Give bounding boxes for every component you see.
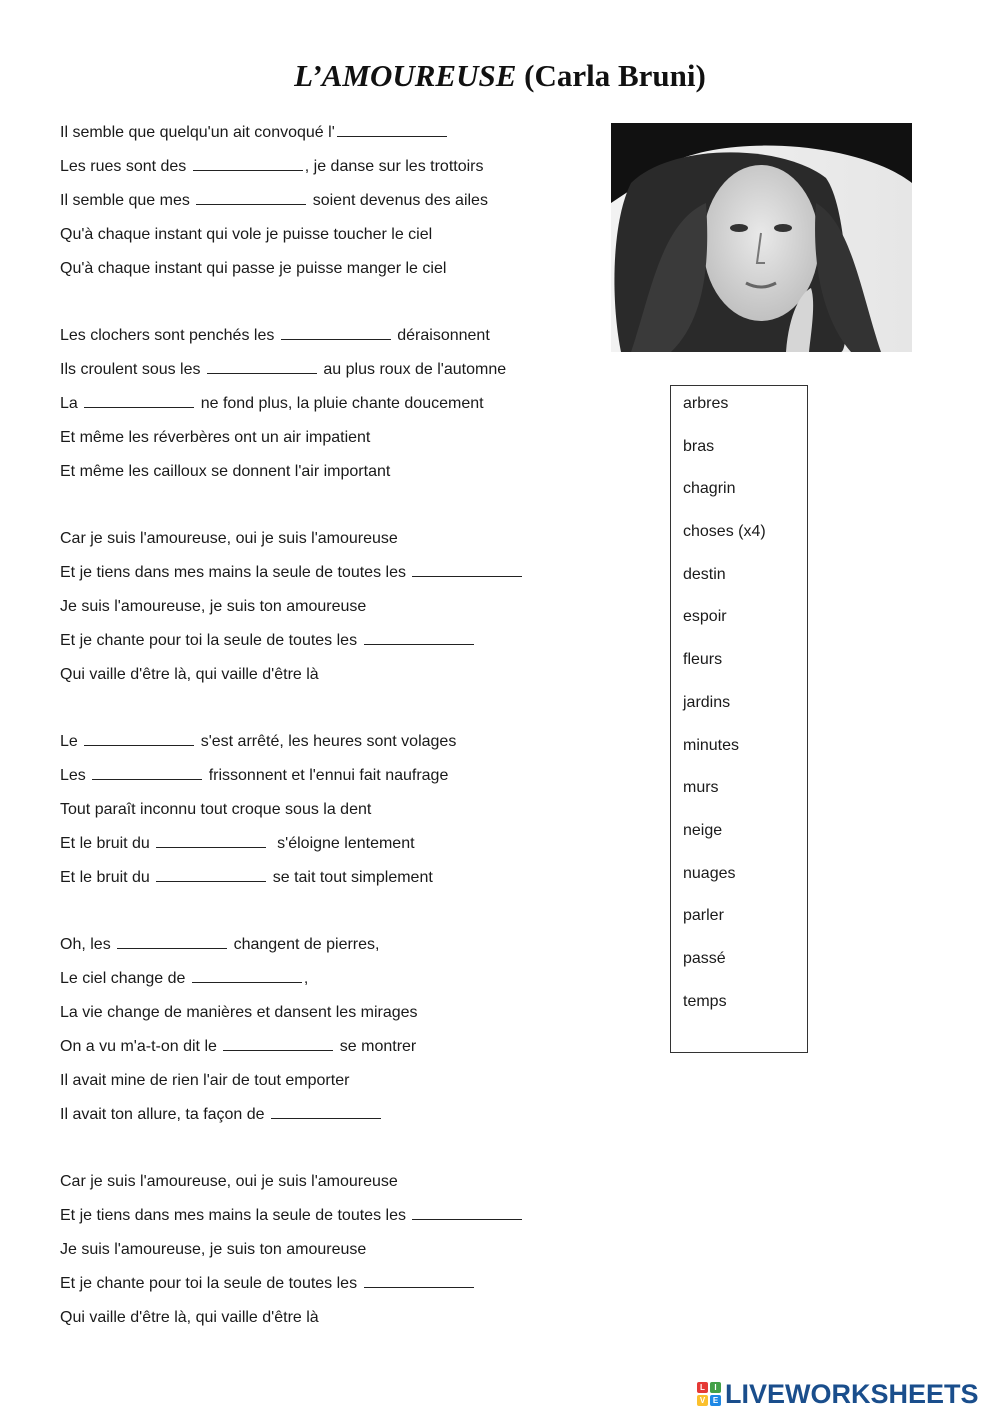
word-bank-item: nuages: [683, 864, 736, 882]
lyric-line: [60, 459, 590, 493]
stanza-gap: [60, 899, 590, 932]
lyric-line: [60, 1068, 590, 1102]
blank-answer-field[interactable]: [364, 629, 474, 645]
word-bank: [670, 385, 808, 1053]
lyric-text: ,: [303, 970, 309, 987]
lyric-text: Qui vaille d'être là, qui vaille d'être là: [60, 666, 319, 683]
song-title: L’AMOUREUSE: [294, 58, 517, 93]
lyric-text: Qu'à chaque instant qui passe je puisse manger le ciel: [60, 260, 447, 277]
word-bank-item: minutes: [683, 736, 740, 754]
logo-icon: [697, 1382, 721, 1406]
lyric-line: [60, 1102, 590, 1136]
blank-answer-field[interactable]: [156, 832, 266, 848]
logo-tile-i: I: [710, 1382, 721, 1393]
word-bank-list: [683, 394, 807, 1034]
blank-answer-field[interactable]: [364, 1272, 474, 1288]
lyric-text: Les clochers sont penchés les: [60, 327, 279, 344]
lyric-text: Qui vaille d'être là, qui vaille d'être là: [60, 1309, 319, 1326]
lyric-line: [60, 797, 590, 831]
lyric-text: Et le bruit du: [60, 869, 155, 886]
word-bank-item: chagrin: [683, 480, 736, 498]
blank-answer-field[interactable]: [412, 561, 522, 577]
blank-answer-field[interactable]: [281, 324, 391, 340]
word-bank-item: fleurs: [683, 651, 723, 669]
word-bank-item: jardins: [683, 693, 731, 711]
word-bank-item: passé: [683, 949, 726, 967]
lyric-line: [60, 120, 590, 154]
lyric-line: [60, 662, 590, 696]
lyric-text: s'éloigne lentement: [268, 835, 415, 852]
logo-tile-e: E: [710, 1395, 721, 1406]
word-bank-item: choses (x4): [683, 523, 766, 541]
lyric-text: Ils croulent sous les: [60, 361, 205, 378]
blank-answer-field[interactable]: [92, 764, 202, 780]
lyric-text: Et je chante pour toi la seule de toutes les: [60, 632, 362, 649]
lyric-line: [60, 560, 590, 594]
lyric-text: La: [60, 395, 83, 412]
lyric-text: Les rues sont des: [60, 158, 191, 175]
blank-answer-field[interactable]: [196, 189, 306, 205]
lyric-text: déraisonnent: [392, 327, 490, 344]
lyric-text: Il semble que quelqu'un ait convoqué l': [60, 124, 335, 141]
lyric-line: [60, 526, 590, 560]
lyric-text: Je suis l'amoureuse, je suis ton amoureuse: [60, 1241, 367, 1258]
blank-answer-field[interactable]: [207, 358, 317, 374]
word-bank-item: parler: [683, 907, 724, 925]
lyric-line: [60, 1203, 590, 1237]
lyric-line: [60, 1305, 590, 1339]
lyric-line: [60, 357, 590, 391]
lyric-text: Et je chante pour toi la seule de toutes les: [60, 1275, 362, 1292]
word-bank-item: murs: [683, 779, 719, 797]
lyric-text: Oh, les: [60, 936, 116, 953]
blank-answer-field[interactable]: [117, 933, 227, 949]
lyric-text: se montrer: [335, 1038, 417, 1055]
lyric-text: Le: [60, 733, 83, 750]
lyric-text: Il semble que mes: [60, 192, 195, 209]
lyric-text: frissonnent et l'ennui fait naufrage: [204, 767, 449, 784]
blank-answer-field[interactable]: [192, 967, 302, 983]
lyric-line: [60, 425, 590, 459]
word-bank-item: espoir: [683, 608, 727, 626]
lyric-line: [60, 763, 590, 797]
singer-portrait-photo: [611, 123, 912, 352]
lyric-text: Les: [60, 767, 91, 784]
lyric-line: [60, 1034, 590, 1068]
word-bank-item: temps: [683, 992, 727, 1010]
lyric-text: s'est arrêté, les heures sont volages: [196, 733, 457, 750]
lyric-text: Et je tiens dans mes mains la seule de toutes les: [60, 1207, 411, 1224]
logo-tile-l: L: [697, 1382, 708, 1393]
lyric-line: [60, 831, 590, 865]
blank-answer-field[interactable]: [84, 730, 194, 746]
lyric-line: [60, 966, 590, 1000]
lyric-line: [60, 729, 590, 763]
lyric-text: Qu'à chaque instant qui vole je puisse toucher le ciel: [60, 226, 433, 243]
lyric-text: On a vu m'a-t-on dit le: [60, 1038, 222, 1055]
lyric-text: Je suis l'amoureuse, je suis ton amoureuse: [60, 598, 367, 615]
lyric-line: [60, 1237, 590, 1271]
lyric-line: [60, 222, 590, 256]
liveworksheets-logo: [697, 1378, 979, 1410]
lyric-text: Et je tiens dans mes mains la seule de toutes les: [60, 564, 411, 581]
lyric-text: Car je suis l'amoureuse, oui je suis l'amoureuse: [60, 530, 398, 547]
lyric-line: [60, 628, 590, 662]
lyric-line: [60, 1000, 590, 1034]
lyric-text: soient devenus des ailes: [308, 192, 488, 209]
lyric-text: Tout paraît inconnu tout croque sous la dent: [60, 801, 372, 818]
logo-tile-v: V: [697, 1395, 708, 1406]
lyric-line: [60, 865, 590, 899]
lyric-text: Il avait ton allure, ta façon de: [60, 1106, 270, 1123]
portrait-image: [611, 123, 912, 352]
word-bank-item: arbres: [683, 395, 729, 412]
lyric-line: [60, 323, 590, 357]
blank-answer-field[interactable]: [412, 1204, 522, 1220]
blank-answer-field[interactable]: [223, 1035, 333, 1051]
lyrics-column: [60, 120, 590, 1339]
word-bank-item: bras: [683, 437, 715, 455]
lyric-line: [60, 932, 590, 966]
blank-answer-field[interactable]: [156, 866, 266, 882]
lyric-text: Et le bruit du: [60, 835, 155, 852]
lyric-line: [60, 1169, 590, 1203]
blank-answer-field[interactable]: [193, 155, 303, 171]
blank-answer-field[interactable]: [271, 1103, 381, 1119]
artist-name: (Carla Bruni): [524, 58, 706, 93]
word-bank-item: destin: [683, 565, 726, 583]
lyric-line: [60, 154, 590, 188]
brand-name: LIVEWORKSHEETS: [725, 1378, 979, 1409]
stanza-gap: [60, 1136, 590, 1169]
lyric-text: , je danse sur les trottoirs: [304, 158, 484, 175]
lyric-text: au plus roux de l'automne: [318, 361, 507, 378]
lyric-text: La vie change de manières et dansent les mirages: [60, 1004, 418, 1021]
lyric-line: [60, 188, 590, 222]
lyric-text: Et même les réverbères ont un air impatient: [60, 429, 371, 446]
lyric-text: Car je suis l'amoureuse, oui je suis l'amoureuse: [60, 1173, 398, 1190]
stanza-gap: [60, 696, 590, 729]
lyric-line: [60, 256, 590, 290]
lyric-text: changent de pierres,: [229, 936, 380, 953]
lyric-text: Il avait mine de rien l'air de tout emporter: [60, 1072, 350, 1089]
stanza-gap: [60, 290, 590, 323]
lyric-line: [60, 1271, 590, 1305]
worksheet-title: [0, 58, 1000, 94]
lyric-text: Le ciel change de: [60, 970, 190, 987]
lyric-text: se tait tout simplement: [268, 869, 433, 886]
lyric-text: ne fond plus, la pluie chante doucement: [196, 395, 484, 412]
stanza-gap: [60, 493, 590, 526]
lyric-line: [60, 391, 590, 425]
word-bank-item: neige: [683, 821, 723, 839]
lyric-text: Et même les cailloux se donnent l'air important: [60, 463, 391, 480]
lyric-line: [60, 594, 590, 628]
blank-answer-field[interactable]: [337, 121, 447, 137]
blank-answer-field[interactable]: [84, 392, 194, 408]
